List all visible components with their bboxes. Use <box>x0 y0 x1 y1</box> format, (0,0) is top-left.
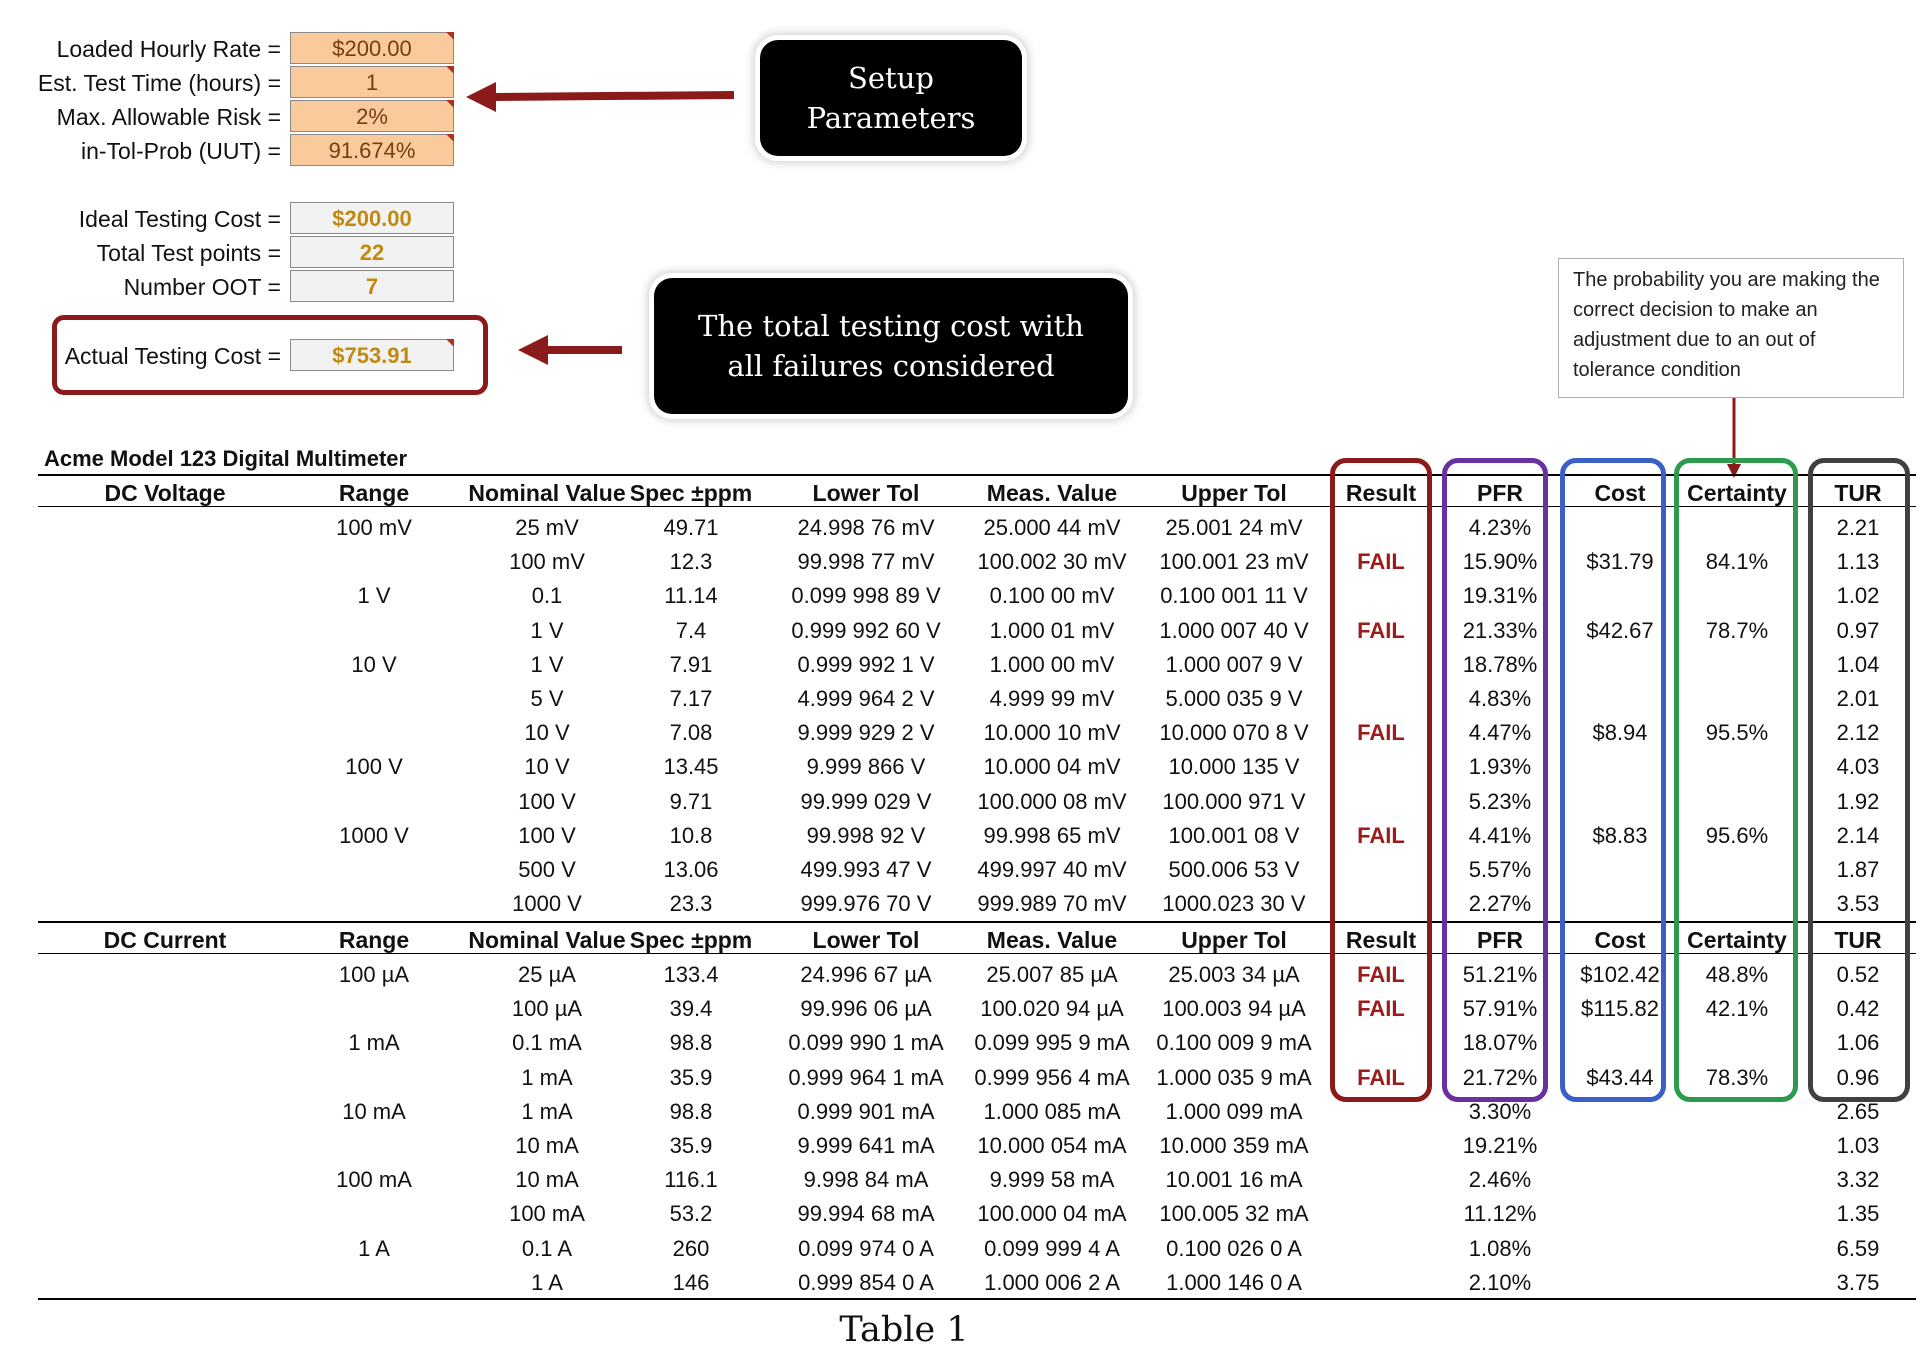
cell-spec: 133.4 <box>663 962 719 987</box>
cell-spec: 98.8 <box>669 1098 713 1124</box>
header-meas-value: Meas. Value <box>986 480 1118 506</box>
cell-range: 100 µA <box>338 962 410 987</box>
cell-spec: 35.9 <box>669 1064 713 1090</box>
cell-spec: 11.14 <box>664 583 718 609</box>
cell-upper-tol: 10.000 359 mA <box>1159 1133 1309 1158</box>
rule-bottom <box>38 1298 1916 1300</box>
callout-text: Setup Parameters <box>806 61 976 135</box>
cell-certainty: 95.5% <box>1705 720 1769 746</box>
cell-meas-value: 10.000 10 mV <box>983 720 1121 746</box>
header-lower-tol: Lower Tol <box>812 480 920 506</box>
header-pfr: PFR <box>1477 927 1523 953</box>
cell-upper-tol: 1.000 146 0 A <box>1166 1269 1302 1295</box>
cell-meas-value: 10.000 054 mA <box>977 1133 1127 1158</box>
cell-tur: 3.75 <box>1836 1269 1880 1295</box>
cell-nominal: 100 µA <box>511 996 583 1022</box>
cell-pfr: 5.57% <box>1468 857 1532 882</box>
cell-lower-tol: 0.999 992 60 V <box>791 617 941 643</box>
cell-nominal: 1 V <box>530 651 564 677</box>
cell-lower-tol: 0.999 901 mA <box>797 1098 935 1124</box>
cell-tur: 1.06 <box>1836 1030 1880 1056</box>
cell-tur: 1.13 <box>1836 549 1880 575</box>
cell-meas-value: 25.000 44 mV <box>983 515 1121 540</box>
cell-spec: 7.17 <box>669 686 713 711</box>
cell-certainty: 48.8% <box>1705 962 1769 987</box>
cell-spec: 9.71 <box>669 788 713 814</box>
cell-nominal: 500 V <box>518 857 576 882</box>
cell-upper-tol: 5.000 035 9 V <box>1165 686 1303 711</box>
cell-pfr: 4.41% <box>1468 822 1532 848</box>
cell-cost: $8.94 <box>1592 720 1648 746</box>
cell-pfr: 2.27% <box>1468 891 1532 917</box>
cell-nominal: 10 mA <box>515 1133 579 1158</box>
header-certainty: Certainty <box>1687 480 1787 506</box>
tur-column-box <box>1808 458 1910 1102</box>
cell-pfr: 4.83% <box>1468 686 1532 711</box>
cell-meas-value: 0.100 00 mV <box>989 583 1115 609</box>
cell-result: FAIL <box>1357 1064 1405 1090</box>
cell-spec: 146 <box>672 1269 710 1295</box>
cell-tur: 0.97 <box>1836 617 1880 643</box>
certainty-column-box <box>1674 458 1798 1102</box>
cell-tur: 1.04 <box>1836 651 1880 677</box>
cell-meas-value: 0.099 995 9 mA <box>974 1030 1130 1056</box>
cell-lower-tol: 499.993 47 V <box>800 857 932 882</box>
cell-meas-value: 25.007 85 µA <box>986 962 1118 987</box>
header-meas-value: Meas. Value <box>986 927 1118 953</box>
model-title: Acme Model 123 Digital Multimeter <box>44 446 408 471</box>
cell-nominal: 0.1 A <box>521 1235 573 1261</box>
cell-lower-tol: 9.998 84 mA <box>803 1167 929 1193</box>
param-value-total-test-points: 22 <box>290 236 454 268</box>
cell-certainty: 78.3% <box>1705 1064 1769 1090</box>
cell-pfr: 51.21% <box>1462 962 1538 987</box>
cell-cost: $42.67 <box>1586 617 1654 643</box>
pfr-column-box <box>1442 458 1548 1102</box>
cell-lower-tol: 0.999 964 1 mA <box>788 1064 944 1090</box>
cell-nominal: 100 V <box>518 822 576 848</box>
cell-nominal: 1 V <box>530 617 564 643</box>
cell-pfr: 1.08% <box>1468 1235 1532 1261</box>
header-lower-tol: Lower Tol <box>812 927 920 953</box>
result-column-box <box>1330 458 1432 1102</box>
header-nominal: Nominal Value <box>468 480 626 506</box>
cell-range: 1000 V <box>339 822 409 848</box>
header-spec: Spec ±ppm <box>629 927 753 953</box>
header-upper-tol: Upper Tol <box>1181 927 1287 953</box>
cell-range: 100 V <box>345 754 403 780</box>
cell-lower-tol: 99.998 77 mV <box>797 549 935 575</box>
cell-lower-tol: 99.996 06 µA <box>800 996 932 1022</box>
cell-upper-tol: 1000.023 30 V <box>1162 891 1306 917</box>
cell-range: 100 mV <box>336 515 412 540</box>
header-nominal: Nominal Value <box>468 927 626 953</box>
cell-lower-tol: 99.999 029 V <box>800 788 932 814</box>
cell-nominal: 100 mV <box>509 549 585 575</box>
cost-column-box <box>1560 458 1666 1102</box>
cell-result: FAIL <box>1357 996 1405 1022</box>
cell-spec: 7.08 <box>669 720 713 746</box>
cell-pfr: 1.93% <box>1468 754 1532 780</box>
cell-spec: 7.91 <box>669 651 713 677</box>
cell-range: 1 A <box>358 1235 390 1261</box>
param-value-number-oot: 7 <box>290 270 454 302</box>
cell-spec: 7.4 <box>675 617 707 643</box>
cell-nominal: 100 mA <box>509 1201 585 1227</box>
cell-pfr: 11.12% <box>1463 1201 1537 1227</box>
cell-tur: 0.42 <box>1836 996 1880 1022</box>
cell-tur: 1.87 <box>1836 857 1880 882</box>
header-category: DC Voltage <box>104 480 226 506</box>
table-caption: Table 1 <box>839 1310 969 1350</box>
param-value-text: 91.674% <box>328 138 416 163</box>
cell-tur: 1.92 <box>1836 788 1880 814</box>
param-label-max-allowable-risk: Max. Allowable Risk = <box>56 104 281 130</box>
cell-upper-tol: 0.100 009 9 mA <box>1156 1030 1312 1056</box>
cell-upper-tol: 0.100 026 0 A <box>1166 1235 1302 1261</box>
cell-nominal: 1 A <box>531 1269 563 1295</box>
cell-tur: 3.32 <box>1836 1167 1880 1193</box>
cell-upper-tol: 10.001 16 mA <box>1165 1167 1303 1193</box>
cell-cost: $8.83 <box>1592 822 1648 848</box>
cell-pfr: 21.33% <box>1462 617 1538 643</box>
header-certainty: Certainty <box>1687 927 1787 953</box>
cell-nominal: 1 mA <box>521 1064 573 1090</box>
cell-nominal: 25 µA <box>518 962 576 987</box>
cell-pfr: 18.78% <box>1462 651 1538 677</box>
cell-cost: $31.79 <box>1586 549 1654 575</box>
cell-spec: 98.8 <box>669 1030 713 1056</box>
cell-certainty: 84.1% <box>1705 549 1769 575</box>
header-result: Result <box>1345 927 1417 953</box>
arrow-total-cost-head <box>518 335 548 365</box>
cell-cost: $102.42 <box>1580 962 1660 987</box>
cell-spec: 49.71 <box>663 515 719 540</box>
arrow-setup-head <box>466 82 496 112</box>
header-tur: TUR <box>1834 480 1882 506</box>
cell-lower-tol: 0.999 992 1 V <box>797 651 935 677</box>
cell-upper-tol: 100.001 08 V <box>1168 822 1300 848</box>
cell-nominal: 10 V <box>524 720 570 746</box>
cell-tur: 4.03 <box>1836 754 1880 780</box>
cell-lower-tol: 4.999 964 2 V <box>797 686 935 711</box>
param-label-total-test-points: Total Test points = <box>96 240 281 266</box>
cell-certainty: 78.7% <box>1705 617 1769 643</box>
cell-upper-tol: 10.000 070 8 V <box>1159 720 1309 746</box>
header-pfr: PFR <box>1477 480 1523 506</box>
cell-lower-tol: 0.099 990 1 mA <box>788 1030 944 1056</box>
cell-meas-value: 0.999 956 4 mA <box>974 1064 1130 1090</box>
cell-nominal: 5 V <box>530 686 564 711</box>
cell-meas-value: 1.000 00 mV <box>989 651 1115 677</box>
cell-nominal: 10 V <box>524 754 570 780</box>
cell-upper-tol: 0.100 001 11 V <box>1160 583 1308 609</box>
param-label-est-test-time: Est. Test Time (hours) = <box>37 70 281 96</box>
cell-pfr: 19.21% <box>1462 1133 1538 1158</box>
cell-upper-tol: 100.005 32 mA <box>1159 1201 1309 1227</box>
cell-meas-value: 100.000 04 mA <box>977 1201 1127 1227</box>
cell-spec: 23.3 <box>669 891 713 917</box>
cell-nominal: 10 mA <box>515 1167 579 1193</box>
header-upper-tol: Upper Tol <box>1181 480 1287 506</box>
param-value-text: $200.00 <box>332 36 412 61</box>
cell-nominal: 1 mA <box>521 1098 573 1124</box>
cell-lower-tol: 9.999 929 2 V <box>797 720 935 746</box>
cell-lower-tol: 0.999 854 0 A <box>798 1269 934 1295</box>
cell-result: FAIL <box>1357 822 1405 848</box>
cell-meas-value: 4.999 99 mV <box>989 686 1115 711</box>
cell-pfr: 4.47% <box>1468 720 1532 746</box>
cell-nominal: 1000 V <box>512 891 582 917</box>
cell-spec: 39.4 <box>669 996 713 1022</box>
cell-tur: 1.02 <box>1836 583 1880 609</box>
cell-meas-value: 100.020 94 µA <box>980 996 1124 1022</box>
header-range: Range <box>338 927 410 953</box>
header-category: DC Current <box>103 927 227 953</box>
cell-tur: 2.01 <box>1836 686 1880 711</box>
param-label-actual-testing-cost: Actual Testing Cost = <box>64 343 281 369</box>
cell-meas-value: 499.997 40 mV <box>977 857 1127 882</box>
cell-spec: 13.45 <box>663 754 719 780</box>
cell-lower-tol: 24.998 76 mV <box>797 515 935 540</box>
cell-pfr: 2.46% <box>1468 1167 1532 1193</box>
cell-range: 10 mA <box>342 1098 406 1124</box>
param-label-number-oot: Number OOT = <box>123 274 281 300</box>
cell-meas-value: 10.000 04 mV <box>983 754 1121 780</box>
cell-upper-tol: 100.000 971 V <box>1162 788 1306 814</box>
cell-range: 1 V <box>357 583 391 609</box>
cell-result: FAIL <box>1357 617 1405 643</box>
cell-tur: 0.52 <box>1836 962 1880 987</box>
cell-spec: 12.3 <box>669 549 713 575</box>
cell-range: 1 mA <box>348 1030 400 1056</box>
cell-cost: $115.82 <box>1581 996 1659 1022</box>
cell-upper-tol: 1.000 007 9 V <box>1165 651 1303 677</box>
cell-spec: 35.9 <box>669 1133 713 1158</box>
cell-upper-tol: 1.000 035 9 mA <box>1156 1064 1312 1090</box>
cell-lower-tol: 0.099 974 0 A <box>798 1235 934 1261</box>
cell-pfr: 18.07% <box>1462 1030 1538 1056</box>
cell-lower-tol: 0.099 998 89 V <box>791 583 941 609</box>
cell-tur: 2.21 <box>1836 515 1880 540</box>
cell-meas-value: 1.000 006 2 A <box>984 1269 1120 1295</box>
cell-pfr: 15.90% <box>1462 549 1538 575</box>
param-label-ideal-testing-cost: Ideal Testing Cost = <box>78 206 281 232</box>
cell-meas-value: 100.000 08 mV <box>977 788 1127 814</box>
cell-meas-value: 999.989 70 mV <box>977 891 1127 917</box>
cell-pfr: 4.23% <box>1468 515 1532 540</box>
cell-nominal: 100 V <box>518 788 576 814</box>
arrow-setup <box>492 95 734 97</box>
cell-certainty: 95.6% <box>1705 822 1769 848</box>
header-cost: Cost <box>1594 480 1646 506</box>
cell-spec: 53.2 <box>669 1201 713 1227</box>
cell-upper-tol: 10.000 135 V <box>1168 754 1300 780</box>
cell-pfr: 5.23% <box>1468 788 1532 814</box>
cell-tur: 1.35 <box>1836 1201 1880 1227</box>
cell-tur: 2.12 <box>1836 720 1880 746</box>
param-label-in-tol-prob: in-Tol-Prob (UUT) = <box>80 138 281 164</box>
param-label-loaded-hourly-rate: Loaded Hourly Rate = <box>56 36 281 62</box>
cell-cost: $43.44 <box>1586 1064 1654 1090</box>
cell-meas-value: 1.000 085 mA <box>983 1098 1121 1124</box>
cell-certainty: 42.1% <box>1705 996 1769 1022</box>
param-value-text: 1 <box>365 70 379 95</box>
param-value-text: 2% <box>356 104 388 129</box>
cell-upper-tol: 500.006 53 V <box>1168 857 1300 882</box>
param-value-ideal-testing-cost: $200.00 <box>290 202 454 234</box>
cell-lower-tol: 99.994 68 mA <box>797 1201 935 1227</box>
cell-range: 100 mA <box>336 1167 412 1193</box>
callout-text: The total testing cost with all failures considered <box>698 309 1084 383</box>
cell-tur: 1.03 <box>1836 1133 1880 1158</box>
cell-lower-tol: 99.998 92 V <box>806 822 926 848</box>
cell-meas-value: 99.998 65 mV <box>983 822 1121 848</box>
cell-tur: 2.65 <box>1836 1098 1880 1124</box>
cell-spec: 116.1 <box>664 1167 718 1193</box>
cell-tur: 2.14 <box>1836 822 1880 848</box>
cell-spec: 10.8 <box>669 822 713 848</box>
cell-pfr: 2.10% <box>1468 1269 1532 1295</box>
header-tur: TUR <box>1834 927 1882 953</box>
cell-pfr: 3.30% <box>1468 1098 1532 1124</box>
cell-lower-tol: 9.999 641 mA <box>797 1133 935 1158</box>
header-cost: Cost <box>1594 927 1646 953</box>
cell-nominal: 25 mV <box>515 515 579 540</box>
param-value-text: $753.91 <box>332 343 412 368</box>
cell-meas-value: 1.000 01 mV <box>989 617 1115 643</box>
cell-upper-tol: 100.003 94 µA <box>1162 996 1306 1022</box>
header-spec: Spec ±ppm <box>629 480 753 506</box>
cell-lower-tol: 24.996 67 µA <box>800 962 932 987</box>
cell-result: FAIL <box>1357 962 1405 987</box>
cell-pfr: 19.31% <box>1462 583 1538 609</box>
header-result: Result <box>1345 480 1417 506</box>
cell-result: FAIL <box>1357 720 1405 746</box>
cell-lower-tol: 9.999 866 V <box>806 754 926 780</box>
cell-nominal: 0.1 mA <box>512 1030 582 1056</box>
cell-tur: 6.59 <box>1836 1235 1880 1261</box>
cell-upper-tol: 1.000 099 mA <box>1165 1098 1303 1124</box>
cell-tur: 0.96 <box>1836 1064 1880 1090</box>
cell-lower-tol: 999.976 70 V <box>800 891 932 917</box>
cell-upper-tol: 100.001 23 mV <box>1159 549 1309 575</box>
cell-pfr: 57.91% <box>1462 996 1538 1022</box>
certainty-note: The probability you are making the correct decision to make an adjustment due to an out of tolerance condition <box>1558 258 1904 398</box>
cell-range: 10 V <box>351 651 397 677</box>
cell-upper-tol: 1.000 007 40 V <box>1159 617 1309 643</box>
cell-result: FAIL <box>1357 549 1405 575</box>
cell-meas-value: 0.099 999 4 A <box>984 1235 1120 1261</box>
cell-meas-value: 100.002 30 mV <box>977 549 1127 575</box>
cell-spec: 260 <box>672 1235 710 1261</box>
cell-nominal: 0.1 <box>531 583 563 609</box>
cell-upper-tol: 25.003 34 µA <box>1168 962 1300 987</box>
cell-meas-value: 9.999 58 mA <box>989 1167 1115 1193</box>
cell-tur: 3.53 <box>1836 891 1880 917</box>
cell-spec: 13.06 <box>663 857 719 882</box>
header-range: Range <box>338 480 410 506</box>
cell-upper-tol: 25.001 24 mV <box>1165 515 1303 540</box>
cell-pfr: 21.72% <box>1462 1064 1538 1090</box>
